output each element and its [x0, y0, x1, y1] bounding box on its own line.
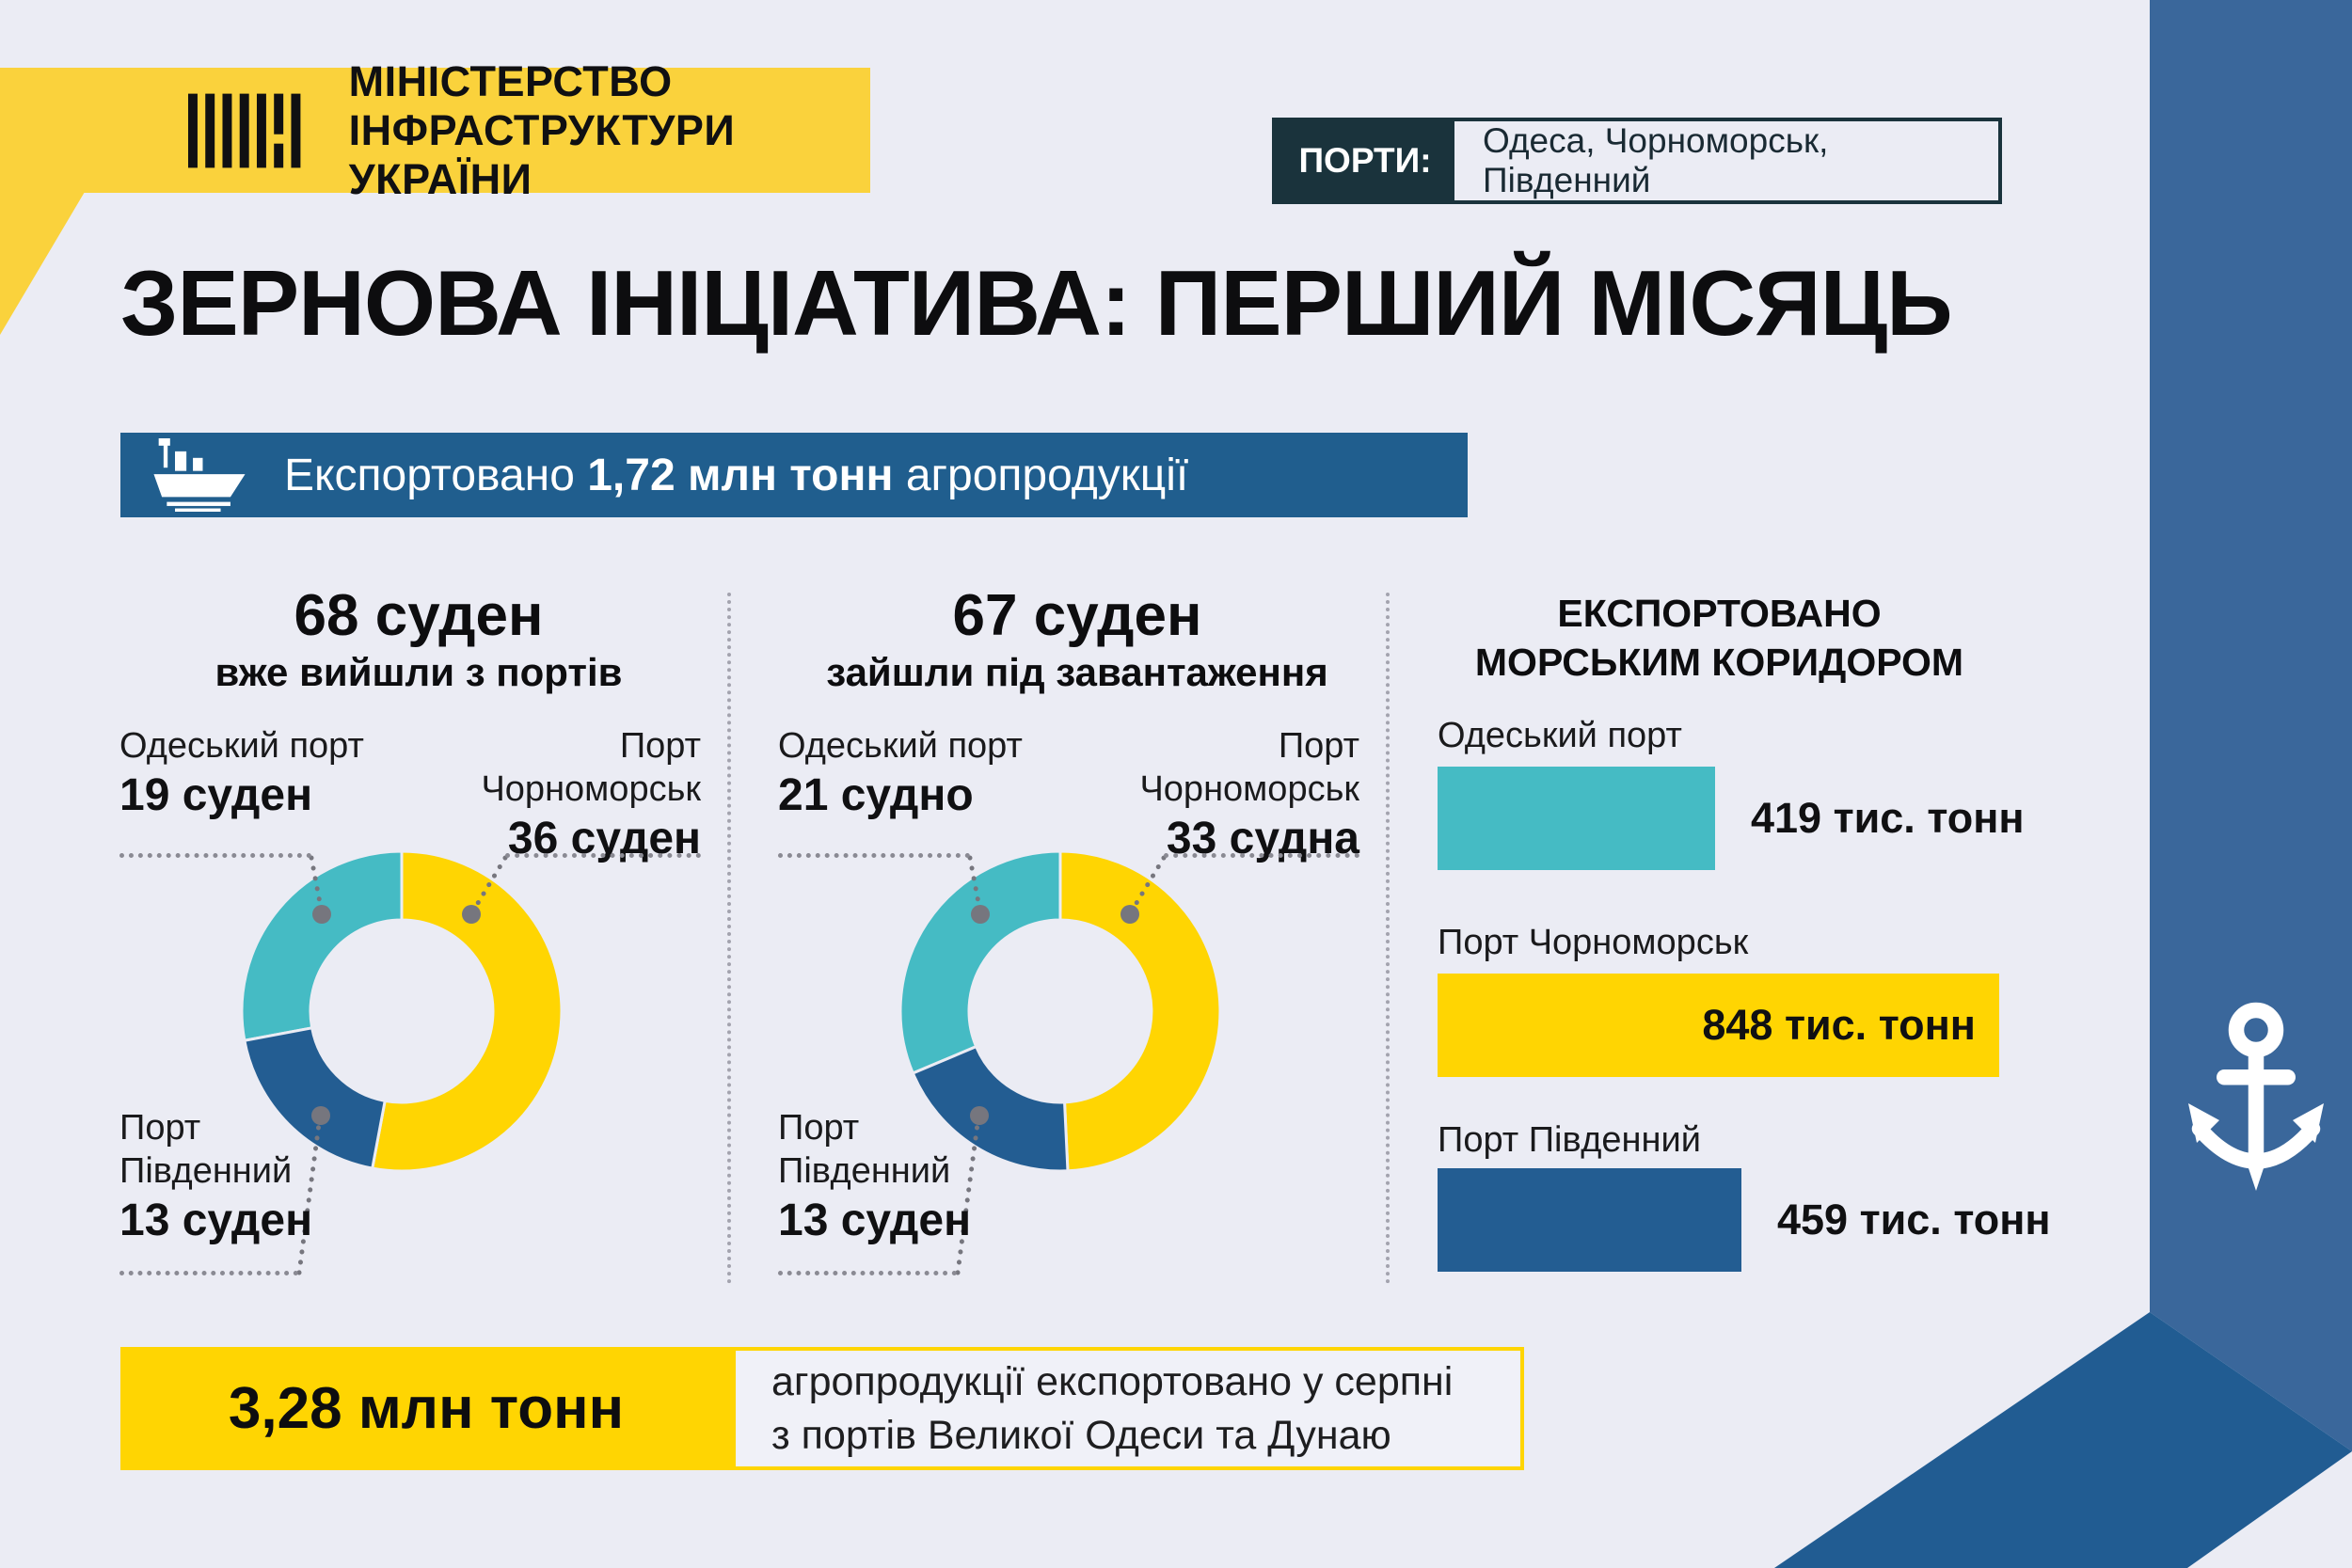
bar-chart-title-line2: МОРСЬКИМ КОРИДОРОМ — [1474, 641, 1964, 684]
slice-value: 21 судно — [778, 770, 974, 820]
ministry-name-line2: ІНФРАСТРУКТУРИ УКРАЇНИ — [348, 105, 736, 203]
donut-slice — [900, 851, 1060, 1073]
slice-name: Порт Південний — [119, 1108, 293, 1191]
slice-name: Порт Чорноморськ — [1139, 726, 1359, 809]
ports-box — [1272, 118, 2002, 204]
export-banner-text-2: агропродукції — [893, 450, 1189, 500]
slice-name: Порт Південний — [778, 1108, 951, 1191]
ministry-header-banner — [0, 56, 870, 203]
dotted-underline — [778, 1257, 957, 1275]
bar-row — [1438, 974, 2023, 1077]
bar-row — [1438, 767, 2023, 870]
bar-row — [1438, 1168, 2051, 1272]
slice-value: 13 суден — [119, 1196, 313, 1245]
donut2-title: 67 суден — [952, 583, 1202, 648]
donut-column-loading — [767, 583, 1388, 1317]
slice-name: Одеський порт — [778, 726, 1023, 766]
side-band — [2150, 0, 2352, 1451]
ports-value: Одеса, Чорноморськ, Південний — [1483, 121, 1829, 199]
bar-chart-title-line1: ЕКСПОРТОВАНО — [1557, 592, 1882, 635]
bar-value-label: 848 тис. тонн — [1702, 1001, 1976, 1049]
slice-value: 19 суден — [119, 770, 313, 820]
donut-slice — [373, 851, 562, 1171]
bottom-note-line1: агропродукції експортовано у серпні — [771, 1358, 1454, 1404]
dotted-underline — [505, 839, 701, 858]
bar-value-label: 419 тис. тонн — [1751, 794, 2025, 842]
export-banner-text-1: Експортовано — [284, 450, 588, 500]
slice-name: Порт Чорноморськ — [481, 726, 701, 809]
donut2-subtitle: зайшли під завантаження — [826, 650, 1328, 694]
bar-category-label: Порт Чорноморськ — [1438, 923, 1749, 962]
bar-category-label: Одеський порт — [1438, 716, 1682, 755]
ministry-logo-icon — [188, 89, 313, 172]
bottom-note-box — [732, 1347, 1524, 1470]
donut-column-departed — [108, 583, 729, 1317]
export-banner-value: 1,72 млн тонн — [587, 450, 894, 500]
slice-value: 33 судна — [1166, 814, 1359, 863]
bottom-highlight-box — [120, 1347, 732, 1470]
ministry-name-line1: МІНІСТЕРСТВО — [348, 56, 673, 105]
slice-label-odesa — [119, 724, 411, 824]
slice-name: Одеський порт — [119, 726, 364, 766]
donut1-title: 68 суден — [294, 583, 544, 648]
bar — [1438, 1168, 1741, 1272]
dotted-underline — [1164, 839, 1359, 858]
bottom-highlight-value: 3,28 млн тонн — [228, 1376, 625, 1441]
slice-label-pivdennyi — [778, 1106, 1004, 1249]
bar-category-label: Порт Південний — [1438, 1120, 1701, 1160]
bottom-note-line2: з портів Великої Одеси та Дунаю — [771, 1412, 1391, 1458]
donut-slice — [242, 851, 402, 1040]
page-title: ЗЕРНОВА ІНІЦІАТИВА: ПЕРШИЙ МІСЯЦЬ — [120, 251, 1952, 355]
ports-label: ПОРТИ: — [1276, 121, 1454, 200]
donut-slice — [1060, 851, 1220, 1171]
slice-value: 36 суден — [507, 814, 701, 863]
bar — [1438, 767, 1715, 870]
export-banner-text — [284, 450, 1188, 501]
dotted-underline — [119, 1257, 298, 1275]
bar-chart-column — [1416, 583, 2051, 1317]
column-heading — [767, 583, 1388, 696]
bar-value-label: 459 тис. тонн — [1777, 1196, 2051, 1243]
ship-icon — [147, 438, 252, 512]
export-banner — [120, 433, 1468, 517]
slice-label-odesa — [778, 724, 1070, 824]
column-heading — [108, 583, 729, 696]
donut1-subtitle: вже вийшли з портів — [215, 650, 623, 694]
dotted-underline — [778, 839, 970, 858]
dotted-underline — [119, 839, 311, 858]
slice-value: 13 суден — [778, 1196, 972, 1245]
slice-label-pivdennyi — [119, 1106, 345, 1249]
ministry-name — [349, 57, 870, 204]
bar-chart-title — [1416, 589, 2023, 687]
